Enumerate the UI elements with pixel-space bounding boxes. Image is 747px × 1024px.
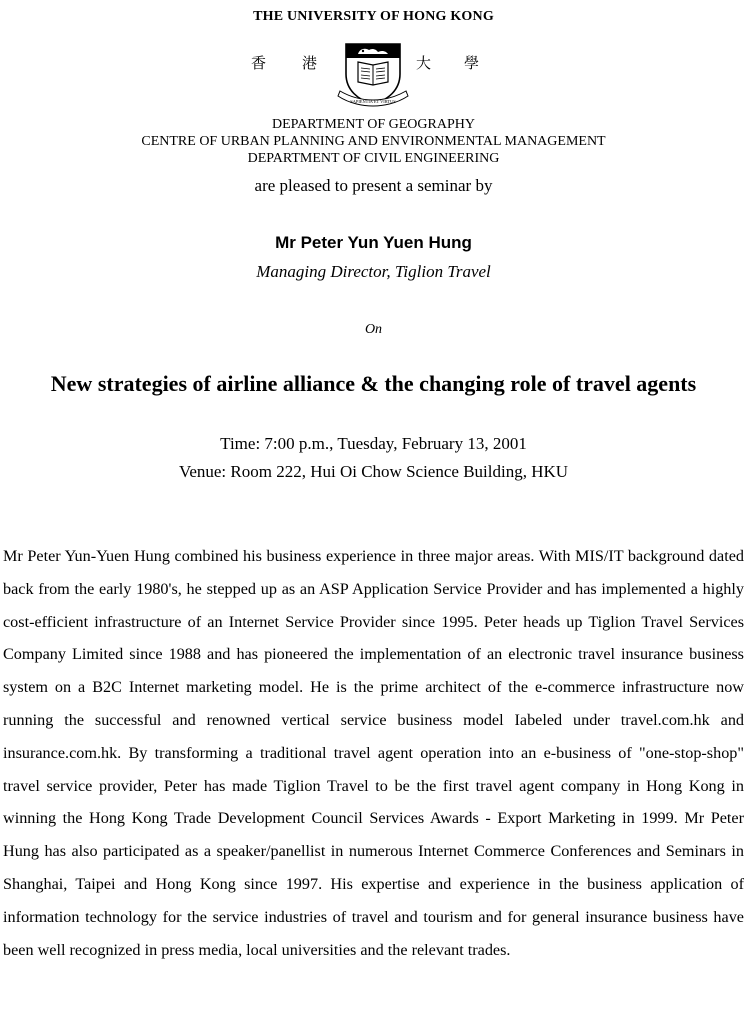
seminar-time: Time: 7:00 p.m., Tuesday, February 13, 2001	[220, 434, 527, 453]
speaker-role: Managing Director, Tiglion Travel	[256, 262, 491, 281]
chinese-char-2: 港	[302, 54, 318, 72]
department-civil-engineering: DEPARTMENT OF CIVIL ENGINEERING	[247, 151, 500, 166]
speaker-biography: Mr Peter Yun-Yuen Hung combined his business experience in three major areas. With MIS/IT background dated back from the early 1980's, he stepped up as an ASP Application Service Provider and has implemented a highly cost-efficient infrastructure of an Internet Service Provider since 1995. Peter heads up Tiglion Travel Services Company Limited since 1988 and has pioneered the implementation of an electronic travel insurance business system on a B2C Internet marketing model. He is the prime architect of the e-commerce infrastructure now running the successful and renowned vertical service business model Iabeled under travel.com.hk and insurance.com.hk. By transforming a traditional travel agent operation into an e-business of "one-stop-shop" travel service provider, Peter has made Tiglion Travel to be the first travel agent company in Hong Kong in winning the Hong Kong Trade Development Council Services Awards - Export Marketing in 1999. Mr Peter Hung has also participated as a speaker/panellist in numerous Internet Commerce Conferences and Seminars in Shanghai, Taipei and Hong Kong since 1997. His expertise and experience in the business application of information technology for the service industries of travel and tourism and for general insurance business have been well recognized in press media, local universities and the relevant trades.	[3, 547, 744, 959]
seminar-title: New strategies of airline alliance & the changing role of travel agents	[50, 371, 697, 396]
university-name: THE UNIVERSITY OF HONG KONG	[253, 9, 494, 24]
chinese-char-1: 香	[251, 54, 267, 72]
chinese-char-4: 學	[464, 54, 480, 72]
chinese-char-3: 大	[416, 54, 432, 72]
university-chinese-name-row	[0, 40, 747, 110]
department-urban-planning: CENTRE OF URBAN PLANNING AND ENVIRONMENTAL MANAGEMENT	[141, 134, 606, 149]
speaker-name: Mr Peter Yun Yuen Hung	[275, 233, 472, 252]
university-crest-icon	[336, 40, 410, 108]
on-label: On	[364, 322, 383, 337]
crest-motto: SAPIENTIA ET VIRTUS	[350, 99, 396, 104]
seminar-venue: Venue: Room 222, Hui Oi Chow Science Building, HKU	[178, 462, 569, 481]
department-geography: DEPARTMENT OF GEOGRAPHY	[272, 117, 475, 132]
intro-line: are pleased to present a seminar by	[254, 176, 493, 195]
